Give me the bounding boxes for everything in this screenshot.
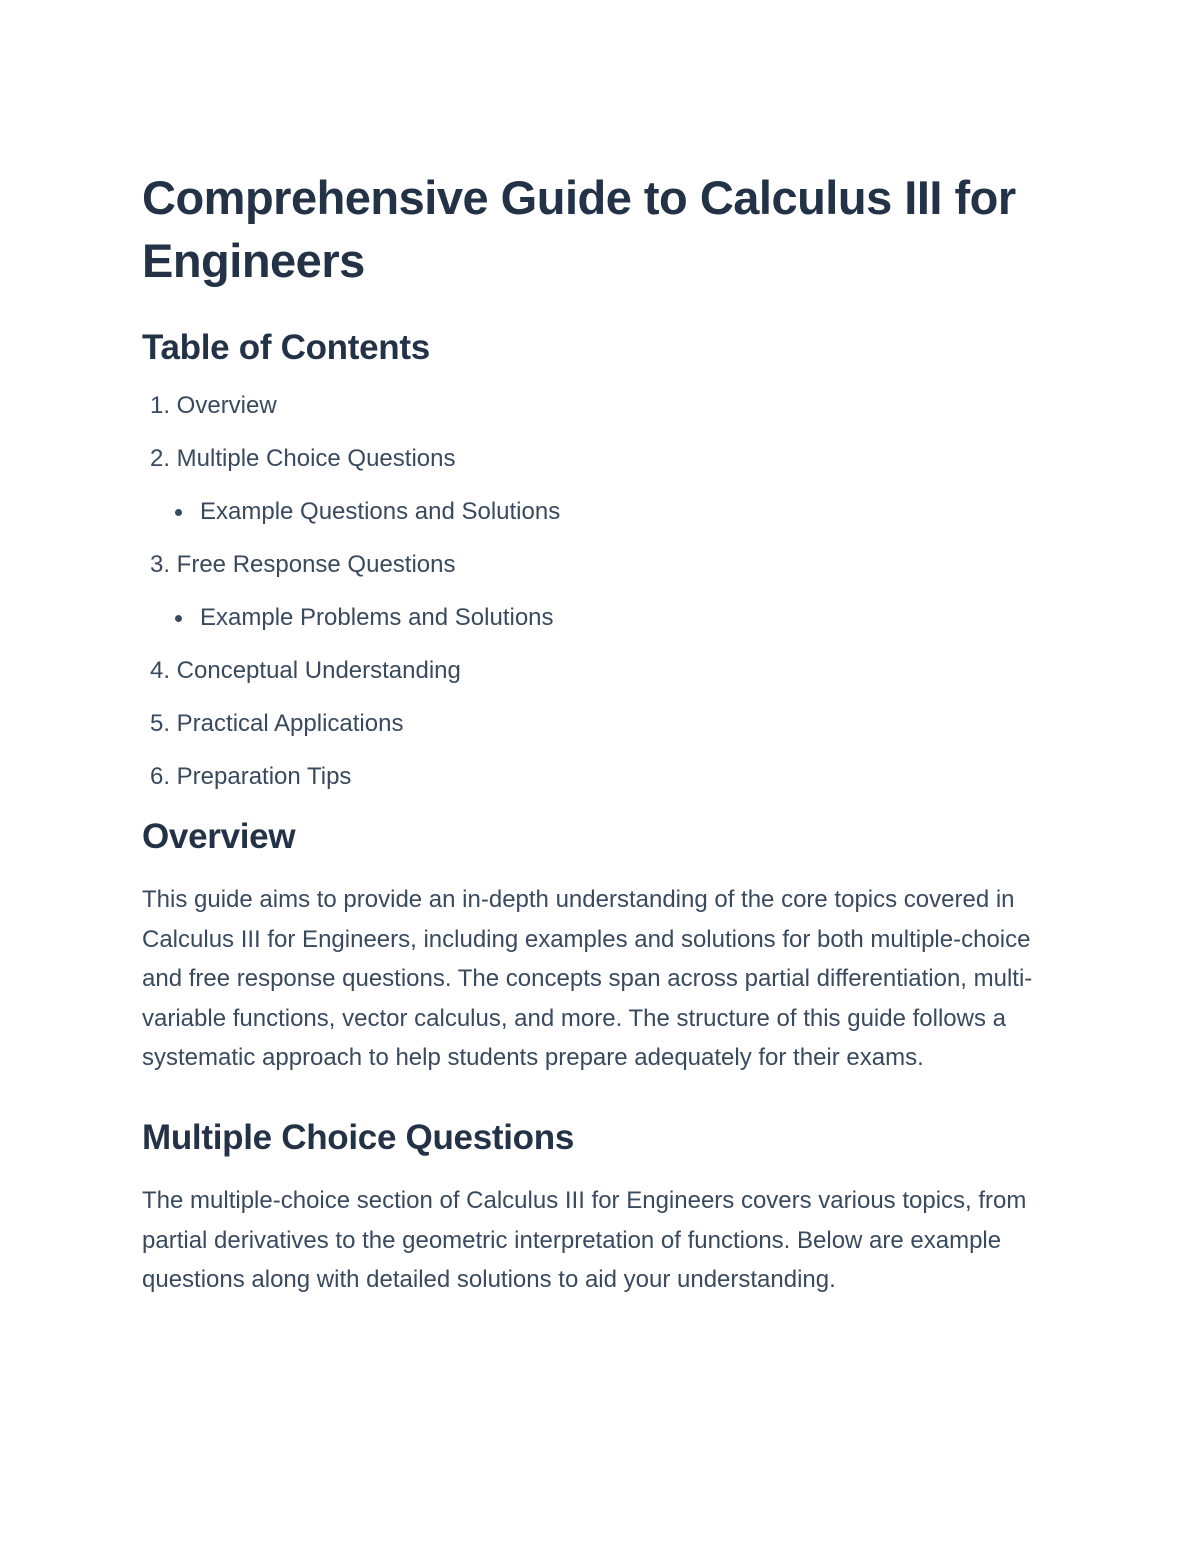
toc-item-number: 4.: [149, 657, 170, 684]
mcq-heading: Multiple Choice Questions: [142, 1117, 574, 1157]
table-of-contents: [142, 391, 1072, 792]
overview-heading: Overview: [142, 817, 296, 856]
toc-item-label: Preparation Tips: [176, 763, 352, 790]
toc-item-number: 1.: [149, 392, 170, 419]
toc-subitem-example-questions[interactable]: Example Questions and Solutions: [172, 497, 1072, 527]
overview-paragraph: This guide aims to provide an in-depth understanding of the core topics covered in Calculus III for Engineers, including examples and solutions for both multiple-choice and free response questions. The concepts span across partial differentiation, multi-variable functions, vector calculus, and more. The structure of this guide follows a systematic approach to help students prepare adequately for their exams.: [142, 886, 1033, 1072]
mcq-paragraph: The multiple-choice section of Calculus III for Engineers covers various topics, from partial derivatives to the geometric interpretation of functions. Below are example questions along with detailed solutions to aid your understanding.: [142, 1186, 1027, 1294]
toc-item-label: Multiple Choice Questions: [176, 445, 456, 472]
document-title: Comprehensive Guide to Calculus III for Engineers: [142, 171, 1016, 287]
toc-item-multiple-choice[interactable]: [142, 444, 1072, 527]
toc-item-number: 2.: [149, 445, 170, 472]
toc-sublist: [142, 497, 1072, 527]
toc-item-label: Overview: [176, 392, 277, 419]
toc-item-label: Practical Applications: [176, 710, 404, 737]
toc-item-preparation[interactable]: [142, 762, 1072, 792]
toc-item-number: 6.: [149, 763, 170, 790]
toc-item-label: Free Response Questions: [176, 551, 456, 578]
toc-item-number: 3.: [149, 551, 170, 578]
toc-sublist: [142, 603, 1072, 633]
toc-item-conceptual[interactable]: [142, 656, 1072, 686]
toc-item-practical[interactable]: [142, 709, 1072, 739]
toc-item-label: Conceptual Understanding: [176, 657, 461, 684]
toc-heading: Table of Contents: [142, 328, 430, 367]
toc-subitem-example-problems[interactable]: Example Problems and Solutions: [172, 603, 1072, 633]
document-page: [142, 166, 1072, 1300]
toc-item-number: 5.: [149, 710, 170, 737]
toc-item-free-response[interactable]: [142, 550, 1072, 633]
toc-item-overview[interactable]: [142, 391, 1072, 421]
